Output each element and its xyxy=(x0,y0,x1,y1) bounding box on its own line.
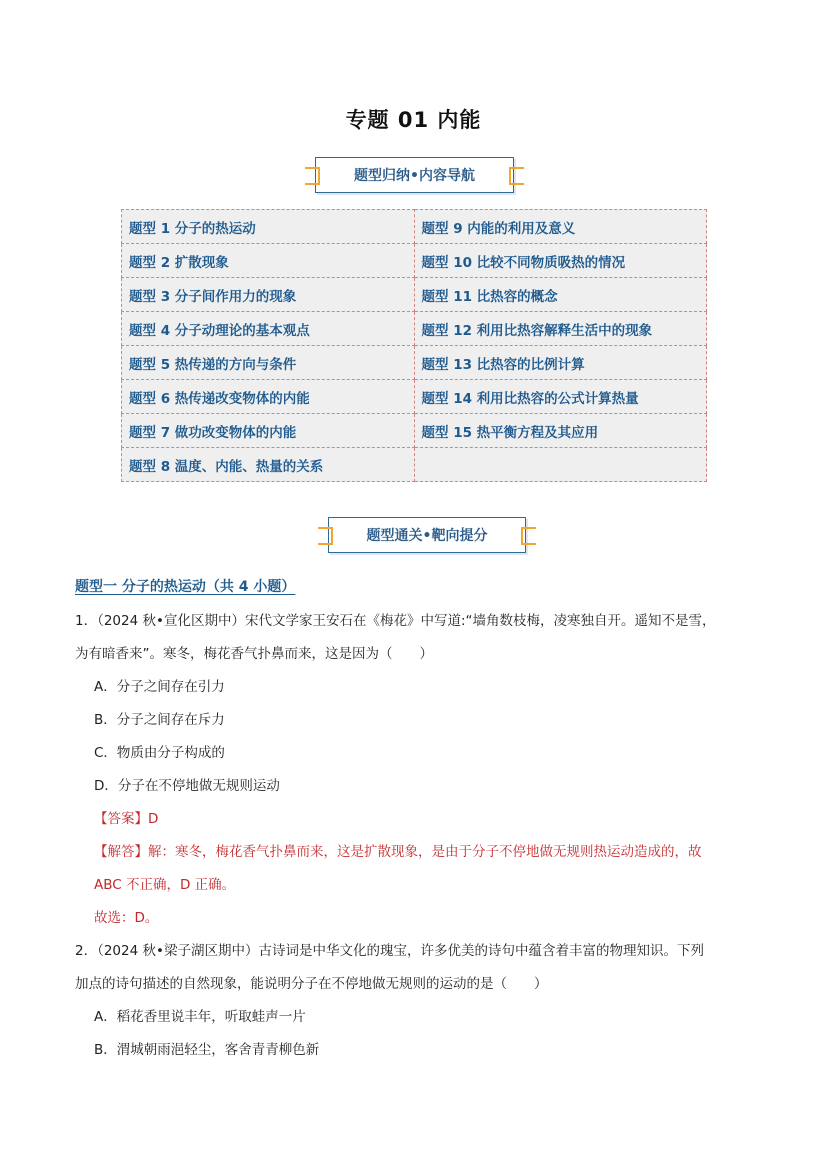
toc-cell[interactable]: 题型 6 热传递改变物体的内能 xyxy=(122,380,415,414)
toc-row xyxy=(122,312,707,346)
analysis-line-2: ABC 不正确，D 正确。 xyxy=(94,877,236,893)
toc-cell[interactable]: 题型 3 分子间作用力的现象 xyxy=(122,278,415,312)
toc-row xyxy=(122,346,707,380)
toc-cell[interactable]: 题型 14 利用比热容的公式计算热量 xyxy=(414,380,707,414)
question-2-line-2: 加点的诗句描述的自然现象，能说明分子在不停地做无规则的运动的是（ ） xyxy=(75,976,548,992)
toc-cell[interactable]: 题型 10 比较不同物质吸热的情况 xyxy=(414,244,707,278)
toc-cell-empty xyxy=(414,448,707,482)
option-a: A．分子之间存在引力 xyxy=(94,679,225,695)
option-c: C．物质由分子构成的 xyxy=(94,745,225,761)
toc-row xyxy=(122,414,707,448)
toc-cell[interactable]: 题型 11 比热容的概念 xyxy=(414,278,707,312)
toc-cell[interactable]: 题型 13 比热容的比例计算 xyxy=(414,346,707,380)
answer-label: 【答案】D xyxy=(94,811,159,827)
question-1-line-2: 为有暗香来”。寒冬，梅花香气扑鼻而来，这是因为（ ） xyxy=(75,646,433,662)
analysis-line-1: 【解答】解：寒冬，梅花香气扑鼻而来，这是扩散现象，是由于分子不停地做无规则热运动造成的，故 xyxy=(94,844,702,860)
bracket-right-icon xyxy=(521,527,536,545)
toc-row xyxy=(122,210,707,244)
toc-cell[interactable]: 题型 7 做功改变物体的内能 xyxy=(122,414,415,448)
option-d: D．分子在不停地做无规则运动 xyxy=(94,778,280,794)
option-b: B．分子之间存在斥力 xyxy=(94,712,225,728)
bracket-left-icon xyxy=(318,527,333,545)
bracket-left-icon xyxy=(305,167,320,185)
nav-banner xyxy=(315,157,514,193)
toc-cell[interactable]: 题型 2 扩散现象 xyxy=(122,244,415,278)
toc-cell[interactable]: 题型 9 内能的利用及意义 xyxy=(414,210,707,244)
toc-cell[interactable]: 题型 12 利用比热容解释生活中的现象 xyxy=(414,312,707,346)
toc-row xyxy=(122,380,707,414)
toc-row xyxy=(122,448,707,482)
toc-cell[interactable]: 题型 1 分子的热运动 xyxy=(122,210,415,244)
toc-cell[interactable]: 题型 5 热传递的方向与条件 xyxy=(122,346,415,380)
toc-row xyxy=(122,278,707,312)
toc-row xyxy=(122,244,707,278)
practice-banner xyxy=(328,517,526,553)
bracket-right-icon xyxy=(509,167,524,185)
toc-table xyxy=(121,209,707,482)
page-title: 专题 01 内能 xyxy=(345,108,482,132)
nav-banner-label: 题型归纳•内容导航 xyxy=(354,168,475,184)
toc-cell[interactable]: 题型 15 热平衡方程及其应用 xyxy=(414,414,707,448)
toc-cell[interactable]: 题型 4 分子动理论的基本观点 xyxy=(122,312,415,346)
option-a: A．稻花香里说丰年，听取蛙声一片 xyxy=(94,1009,306,1025)
choice-line: 故选：D。 xyxy=(94,910,159,926)
section-heading[interactable]: 题型一 分子的热运动（共 4 小题） xyxy=(75,579,296,595)
question-1-line-1: 1．（2024 秋•宣化区期中）宋代文学家王安石在《梅花》中写道:“墙角数枝梅，凌寒独自开。遥知不是雪， xyxy=(75,613,716,629)
option-b: B．渭城朝雨浥轻尘，客舍青青柳色新 xyxy=(94,1042,320,1058)
toc-cell[interactable]: 题型 8 温度、内能、热量的关系 xyxy=(122,448,415,482)
practice-banner-label: 题型通关•靶向提分 xyxy=(366,528,488,544)
question-2-line-1: 2．（2024 秋•梁子湖区期中）古诗词是中华文化的瑰宝，许多优美的诗句中蕴含着丰富的物理知识。下列 xyxy=(75,943,704,959)
